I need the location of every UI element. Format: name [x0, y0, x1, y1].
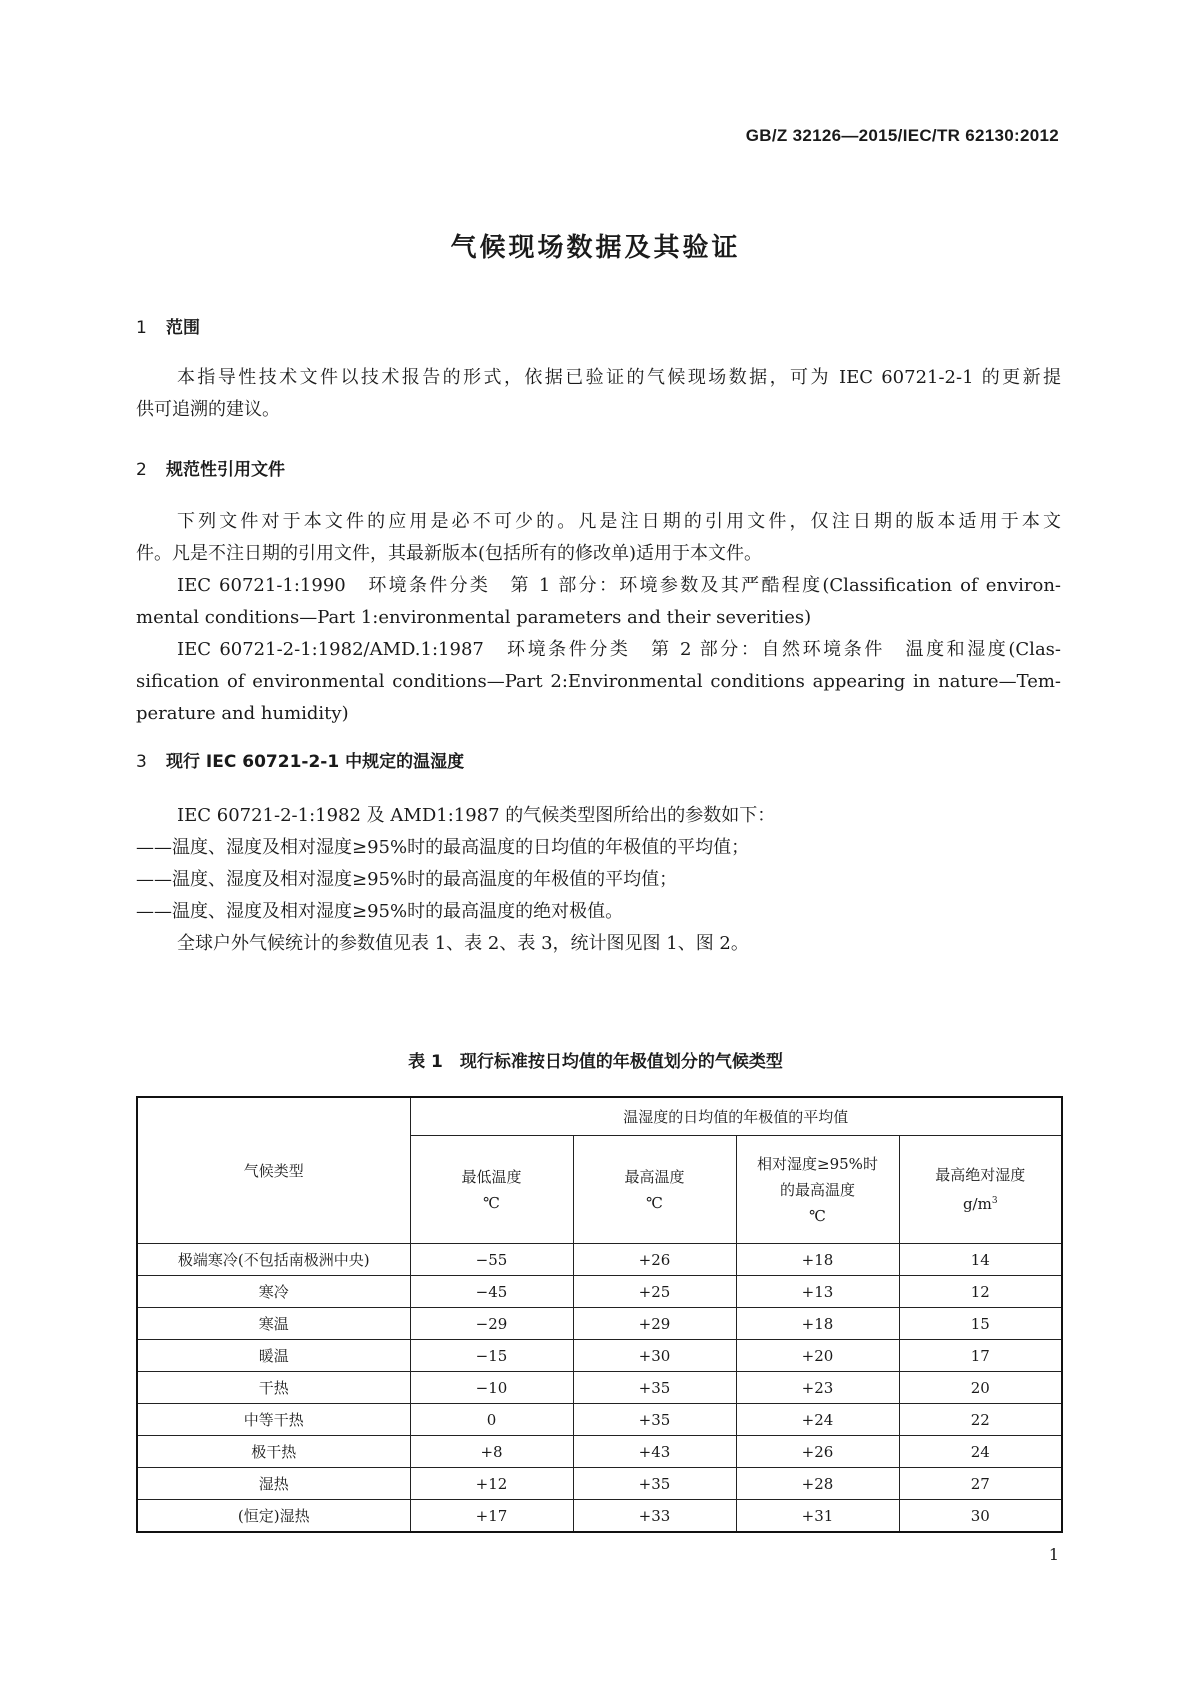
section-1-heading [136, 313, 200, 338]
reference-1-line-1: IEC 60721-1:1990 环境条件分类 第 1 部分：环境参数及其严酷程度(Classification of environ- [177, 575, 1061, 596]
cell-climate-type: 暖温 [137, 1340, 410, 1372]
cell-max-temp: +25 [573, 1276, 736, 1308]
section-3-line-1: IEC 60721-2-1:1982 及 AMD1:1987 的气候类型图所给出的参数如下： [177, 805, 776, 826]
cell-climate-type: 寒冷 [137, 1276, 410, 1308]
abs-humidity-unit [900, 1188, 1062, 1217]
cell-abs-humidity: 14 [899, 1244, 1062, 1276]
cell-climate-type: 极端寒冷(不包括南极洲中央) [137, 1244, 410, 1276]
cell-max-temp: +30 [573, 1340, 736, 1372]
cell-abs-humidity: 17 [899, 1340, 1062, 1372]
column-header-min-temp [410, 1136, 573, 1244]
table-1-caption: 表 1 现行标准按日均值的年极值划分的气候类型 [408, 1052, 783, 1072]
cell-min-temp: −10 [410, 1372, 573, 1404]
section-2-heading [136, 455, 285, 480]
table-row [137, 1340, 1062, 1372]
section-2-line-2: 件。凡是不注日期的引用文件，其最新版本(包括所有的修改单)适用于本文件。 [136, 543, 763, 564]
abs-humidity-unit-base: g/m [962, 1195, 992, 1213]
column-group-header: 温湿度的日均值的年极值的平均值 [410, 1097, 1062, 1136]
cell-rh-max-temp: +26 [736, 1436, 899, 1468]
table-row [137, 1436, 1062, 1468]
table-row [137, 1500, 1062, 1533]
cell-abs-humidity: 24 [899, 1436, 1062, 1468]
climate-type-table [136, 1096, 1063, 1533]
cell-max-temp: +43 [573, 1436, 736, 1468]
column-header-max-temp [573, 1136, 736, 1244]
cell-max-temp: +33 [573, 1500, 736, 1533]
cell-climate-type: (恒定)湿热 [137, 1500, 410, 1533]
section-2-title: 规范性引用文件 [166, 460, 285, 480]
table-row [137, 1372, 1062, 1404]
rh-temp-label-2: 的最高温度 [779, 1180, 855, 1199]
cell-rh-max-temp: +18 [736, 1308, 899, 1340]
column-header-rh-max-temp [736, 1136, 899, 1244]
min-temp-label: 最低温度 [461, 1167, 522, 1186]
section-2-body [136, 506, 1061, 730]
cell-min-temp: −29 [410, 1308, 573, 1340]
cell-abs-humidity: 12 [899, 1276, 1062, 1308]
cell-max-temp: +29 [573, 1308, 736, 1340]
cell-min-temp: −15 [410, 1340, 573, 1372]
cell-min-temp: +12 [410, 1468, 573, 1500]
section-1-line-1: 本指导性技术文件以技术报告的形式，依据已验证的气候现场数据，可为 IEC 60721-2-1 的更新提 [177, 367, 1061, 388]
cell-max-temp: +35 [573, 1468, 736, 1500]
section-1-number: 1 [136, 318, 147, 338]
section-3-dash-item-3: ——温度、湿度及相对湿度≥95%时的最高温度的绝对极值。 [136, 901, 624, 922]
table-row [137, 1404, 1062, 1436]
section-3-line-5: 全球户外气候统计的参数值见表 1、表 2、表 3，统计图见图 1、图 2。 [177, 933, 749, 954]
min-temp-unit: ℃ [483, 1193, 500, 1212]
column-header-abs-humidity [899, 1136, 1062, 1244]
cell-min-temp: −45 [410, 1276, 573, 1308]
cell-max-temp: +35 [573, 1404, 736, 1436]
cell-climate-type: 寒温 [137, 1308, 410, 1340]
cell-climate-type: 极干热 [137, 1436, 410, 1468]
cell-rh-max-temp: +18 [736, 1244, 899, 1276]
cell-abs-humidity: 27 [899, 1468, 1062, 1500]
cell-abs-humidity: 20 [899, 1372, 1062, 1404]
reference-2-line-1: IEC 60721-2-1:1982/AMD.1:1987 环境条件分类 第 2 部分：自然环境条件 温度和湿度(Clas- [177, 639, 1061, 660]
section-3-title: 现行 IEC 60721-2-1 中规定的温湿度 [166, 752, 465, 772]
section-1-line-2: 供可追溯的建议。 [136, 399, 280, 420]
cell-rh-max-temp: +13 [736, 1276, 899, 1308]
cell-rh-max-temp: +31 [736, 1500, 899, 1533]
table-row [137, 1276, 1062, 1308]
cell-max-temp: +26 [573, 1244, 736, 1276]
page-number: 1 [1048, 1545, 1059, 1564]
column-header-climate-type: 气候类型 [137, 1097, 410, 1244]
rh-temp-unit: ℃ [809, 1206, 826, 1225]
cell-climate-type: 湿热 [137, 1468, 410, 1500]
cell-rh-max-temp: +20 [736, 1340, 899, 1372]
cell-abs-humidity: 15 [899, 1308, 1062, 1340]
cell-max-temp: +35 [573, 1372, 736, 1404]
section-2-line-1: 下列文件对于本文件的应用是必不可少的。凡是注日期的引用文件，仅注日期的版本适用于本文 [177, 511, 1061, 532]
section-1-title: 范围 [166, 318, 200, 338]
cell-rh-max-temp: +23 [736, 1372, 899, 1404]
rh-temp-label-1: 相对湿度≥95%时 [757, 1154, 878, 1173]
reference-2-line-2: sification of environmental conditions—Part 2:Environmental conditions appearing in nature—Tem- [136, 671, 1061, 692]
section-3-number: 3 [136, 752, 147, 772]
max-temp-label: 最高温度 [624, 1167, 685, 1186]
cell-min-temp: +17 [410, 1500, 573, 1533]
cell-min-temp: 0 [410, 1404, 573, 1436]
cell-climate-type: 中等干热 [137, 1404, 410, 1436]
section-3-heading [136, 747, 464, 772]
table-row [137, 1308, 1062, 1340]
cell-climate-type: 干热 [137, 1372, 410, 1404]
cell-rh-max-temp: +24 [736, 1404, 899, 1436]
abs-humidity-label: 最高绝对湿度 [935, 1166, 1026, 1184]
section-2-number: 2 [136, 460, 147, 480]
table-row [137, 1244, 1062, 1276]
cell-abs-humidity: 30 [899, 1500, 1062, 1533]
max-temp-unit: ℃ [646, 1193, 663, 1212]
cell-min-temp: +8 [410, 1436, 573, 1468]
cell-min-temp: −55 [410, 1244, 573, 1276]
cell-rh-max-temp: +28 [736, 1468, 899, 1500]
cell-abs-humidity: 22 [899, 1404, 1062, 1436]
section-3-dash-item-1: ——温度、湿度及相对湿度≥95%时的最高温度的日均值的年极值的平均值； [136, 837, 750, 858]
abs-humidity-unit-superscript: 3 [991, 1196, 998, 1206]
section-1-body [136, 362, 1061, 426]
table-row [137, 1468, 1062, 1500]
reference-2-line-3: perature and humidity) [136, 703, 349, 724]
document-title: 气候现场数据及其验证 [450, 233, 741, 263]
section-3-body [136, 800, 1061, 960]
document-code: GB/Z 32126—2015/IEC/TR 62130:2012 [745, 126, 1059, 145]
reference-1-line-2: mental conditions—Part 1:environmental parameters and their severities) [136, 607, 812, 628]
section-3-dash-item-2: ——温度、湿度及相对湿度≥95%时的最高温度的年极值的平均值； [136, 869, 678, 890]
